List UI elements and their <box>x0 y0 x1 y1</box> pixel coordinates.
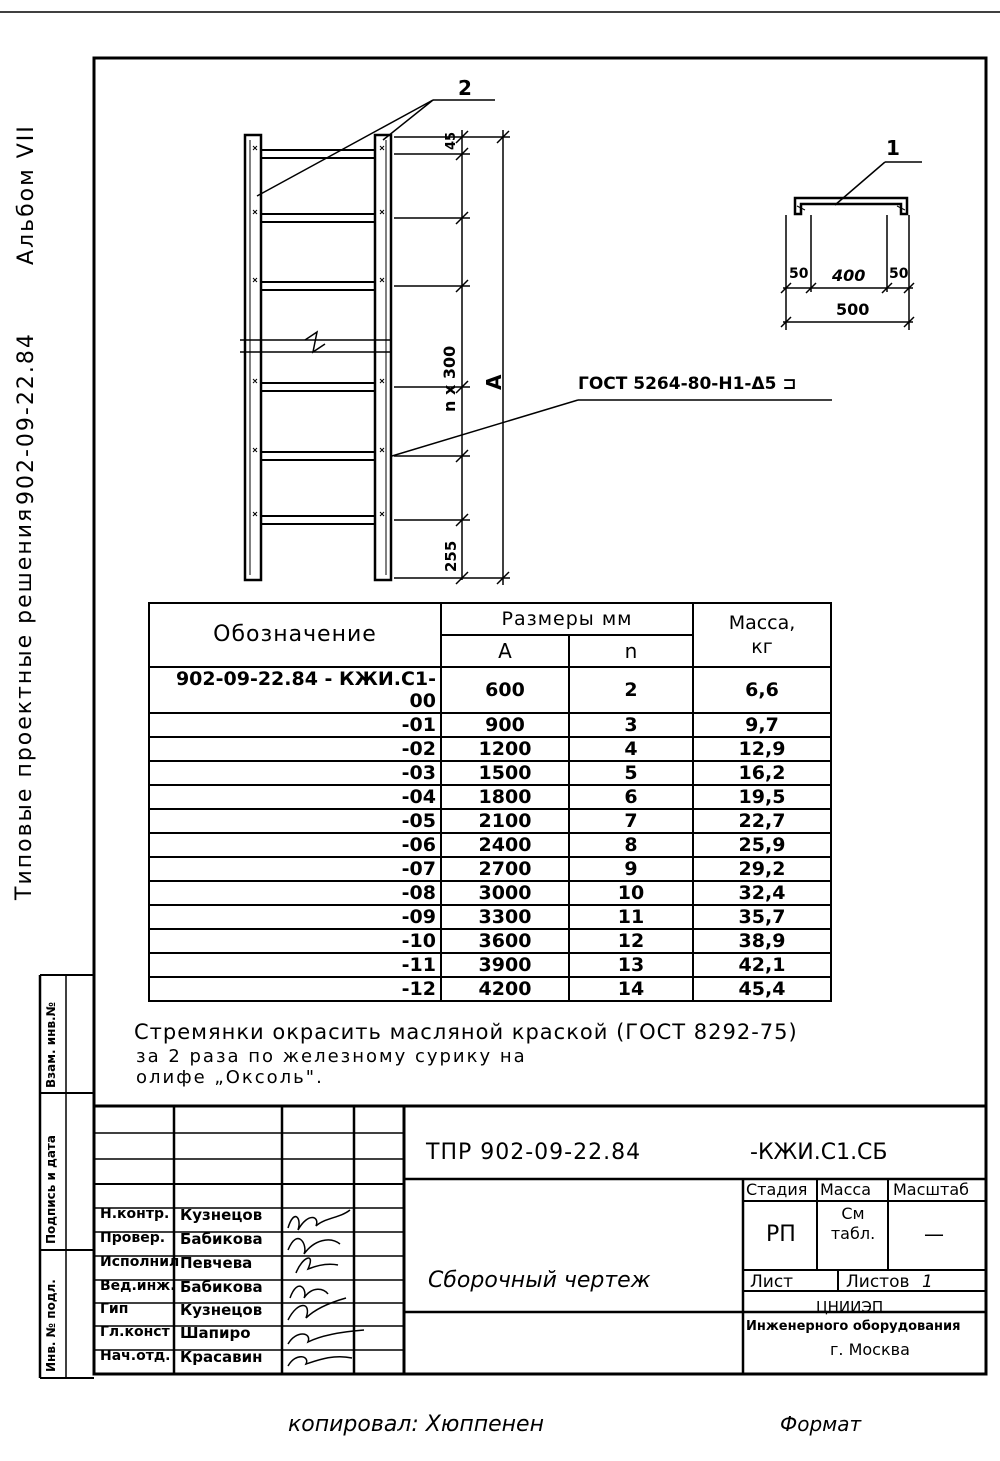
col-a-header: А <box>441 635 569 667</box>
row-mass-value: 9,7 <box>693 713 831 737</box>
signer-name: Кузнецов <box>180 1206 263 1224</box>
row-designation: -04 <box>149 785 441 809</box>
signer-name: Кузнецов <box>180 1301 263 1319</box>
table-row <box>149 953 831 977</box>
signer-role: Н.контр. <box>100 1206 170 1222</box>
row-a-value: 3000 <box>441 881 569 905</box>
stage-label: Стадия <box>746 1180 808 1199</box>
table-row <box>149 977 831 1001</box>
row-n-value: 7 <box>569 809 693 833</box>
signer-name: Красавин <box>180 1348 263 1366</box>
signer-role: Исполнил <box>100 1254 180 1270</box>
row-designation: -03 <box>149 761 441 785</box>
margin-inv-repl: Взам. инв.№ <box>44 1001 58 1088</box>
sheets-label: Листов <box>846 1272 910 1292</box>
margin-sign-date: Подпись и дата <box>44 1135 58 1244</box>
row-designation: -11 <box>149 953 441 977</box>
col-designation-header: Обозначение <box>149 603 441 667</box>
row-a-value: 2100 <box>441 809 569 833</box>
table-row <box>149 833 831 857</box>
table-row <box>149 881 831 905</box>
row-designation: -01 <box>149 713 441 737</box>
signer-name: Бабикова <box>180 1278 263 1296</box>
row-n-value: 11 <box>569 905 693 929</box>
signer-name: Шапиро <box>180 1324 251 1342</box>
col-mass-header: Масса, кг <box>693 603 831 667</box>
row-n-value: 8 <box>569 833 693 857</box>
signer-role: Провер. <box>100 1230 166 1246</box>
row-a-value: 2400 <box>441 833 569 857</box>
side-album: Альбом VII <box>14 124 39 265</box>
margin-inv-orig: Инв. № подл. <box>44 1279 58 1372</box>
paint-note-line3: олифе „Оксоль". <box>136 1067 324 1088</box>
row-mass-value: 35,7 <box>693 905 831 929</box>
table-row <box>149 809 831 833</box>
row-designation: -09 <box>149 905 441 929</box>
row-n-value: 13 <box>569 953 693 977</box>
row-n-value: 6 <box>569 785 693 809</box>
org-line2: Инженерного оборудования <box>746 1319 961 1334</box>
row-designation: -08 <box>149 881 441 905</box>
signer-name: Бабикова <box>180 1230 263 1248</box>
table-row <box>149 737 831 761</box>
dim-width-label: 500 <box>836 300 870 319</box>
dim-left-label: 50 <box>789 266 809 282</box>
scale-value: — <box>924 1222 944 1246</box>
signature-scribbles <box>288 1210 364 1366</box>
paint-note-line1: Стремянки окрасить масляной краской (ГОСТ 8292-75) <box>134 1020 798 1044</box>
col-n-header: n <box>569 635 693 667</box>
specification-table <box>148 602 832 1002</box>
drawing-title: Сборочный чертеж <box>428 1268 651 1293</box>
mass-label: Масса <box>820 1180 872 1199</box>
row-mass-value: 19,5 <box>693 785 831 809</box>
row-mass-value: 25,9 <box>693 833 831 857</box>
row-n-value: 12 <box>569 929 693 953</box>
row-n-value: 4 <box>569 737 693 761</box>
dim-bottom-label: 255 <box>442 540 460 572</box>
table-row <box>149 929 831 953</box>
callout-profile: 1 <box>886 136 900 160</box>
table-row <box>149 713 831 737</box>
row-n-value: 2 <box>569 667 693 713</box>
signer-role: Гл.конст <box>100 1324 170 1340</box>
row-mass-value: 38,9 <box>693 929 831 953</box>
row-mass-value: 42,1 <box>693 953 831 977</box>
signer-role: Гип <box>100 1301 129 1317</box>
row-a-value: 1800 <box>441 785 569 809</box>
weld-note: ГОСТ 5264-80-Н1-Δ5 ⊐ <box>578 374 797 394</box>
row-a-value: 3300 <box>441 905 569 929</box>
row-mass-value: 32,4 <box>693 881 831 905</box>
mass-value: См табл. <box>830 1204 876 1243</box>
row-mass-value: 45,4 <box>693 977 831 1001</box>
sheets-value: 1 <box>922 1272 933 1292</box>
paint-note-line2: за 2 раза по железному сурику на <box>136 1046 527 1067</box>
sheet-label: Лист <box>750 1272 794 1292</box>
row-designation: -12 <box>149 977 441 1001</box>
copied-by: копировал: Хюппенен <box>288 1412 544 1437</box>
dim-mid-label: 400 <box>832 266 866 285</box>
row-a-value: 900 <box>441 713 569 737</box>
spec-rows <box>149 667 831 1001</box>
dim-right-label: 50 <box>889 266 909 282</box>
table-row <box>149 905 831 929</box>
row-n-value: 10 <box>569 881 693 905</box>
row-a-value: 3900 <box>441 953 569 977</box>
table-row <box>149 857 831 881</box>
side-series: Типовые проектные решения <box>12 506 37 900</box>
doc-suffix: -КЖИ.С1.СБ <box>750 1140 888 1165</box>
row-a-value: 1200 <box>441 737 569 761</box>
row-n-value: 14 <box>569 977 693 1001</box>
row-designation: -06 <box>149 833 441 857</box>
signer-role: Нач.отд. <box>100 1348 171 1364</box>
row-mass-value: 16,2 <box>693 761 831 785</box>
row-designation: -07 <box>149 857 441 881</box>
signer-role: Вед.инж. <box>100 1278 176 1294</box>
row-designation: -10 <box>149 929 441 953</box>
dim-top-label: 45 <box>444 131 459 150</box>
row-a-value: 2700 <box>441 857 569 881</box>
row-designation: -02 <box>149 737 441 761</box>
side-series-title <box>12 507 37 900</box>
ladder-drawing <box>240 100 832 580</box>
table-row <box>149 667 831 713</box>
scale-label: Масштаб <box>893 1180 970 1199</box>
doc-code: ТПР 902-09-22.84 <box>426 1140 642 1165</box>
table-row <box>149 761 831 785</box>
row-n-value: 3 <box>569 713 693 737</box>
callout-ladder: 2 <box>458 76 472 100</box>
dim-total-label: A <box>482 374 506 390</box>
signer-name: Певчева <box>180 1254 253 1272</box>
row-mass-value: 29,2 <box>693 857 831 881</box>
org-line3: г. Москва <box>830 1340 910 1359</box>
row-n-value: 9 <box>569 857 693 881</box>
row-a-value: 4200 <box>441 977 569 1001</box>
table-row <box>149 785 831 809</box>
row-a-value: 1500 <box>441 761 569 785</box>
org-line1: ЦНИИЭП <box>816 1298 884 1316</box>
row-a-value: 3600 <box>441 929 569 953</box>
format-label: Формат <box>780 1412 862 1436</box>
row-designation: -05 <box>149 809 441 833</box>
side-number: 902-09-22.84 <box>14 332 39 505</box>
row-mass-value: 12,9 <box>693 737 831 761</box>
stage-value: РП <box>766 1222 796 1247</box>
row-designation: 902-09-22.84 - КЖИ.С1-00 <box>149 667 441 713</box>
row-a-value: 600 <box>441 667 569 713</box>
col-sizes-header: Размеры мм <box>441 603 693 635</box>
row-n-value: 5 <box>569 761 693 785</box>
row-mass-value: 6,6 <box>693 667 831 713</box>
row-mass-value: 22,7 <box>693 809 831 833</box>
dim-step-label: n x 300 <box>440 345 459 412</box>
